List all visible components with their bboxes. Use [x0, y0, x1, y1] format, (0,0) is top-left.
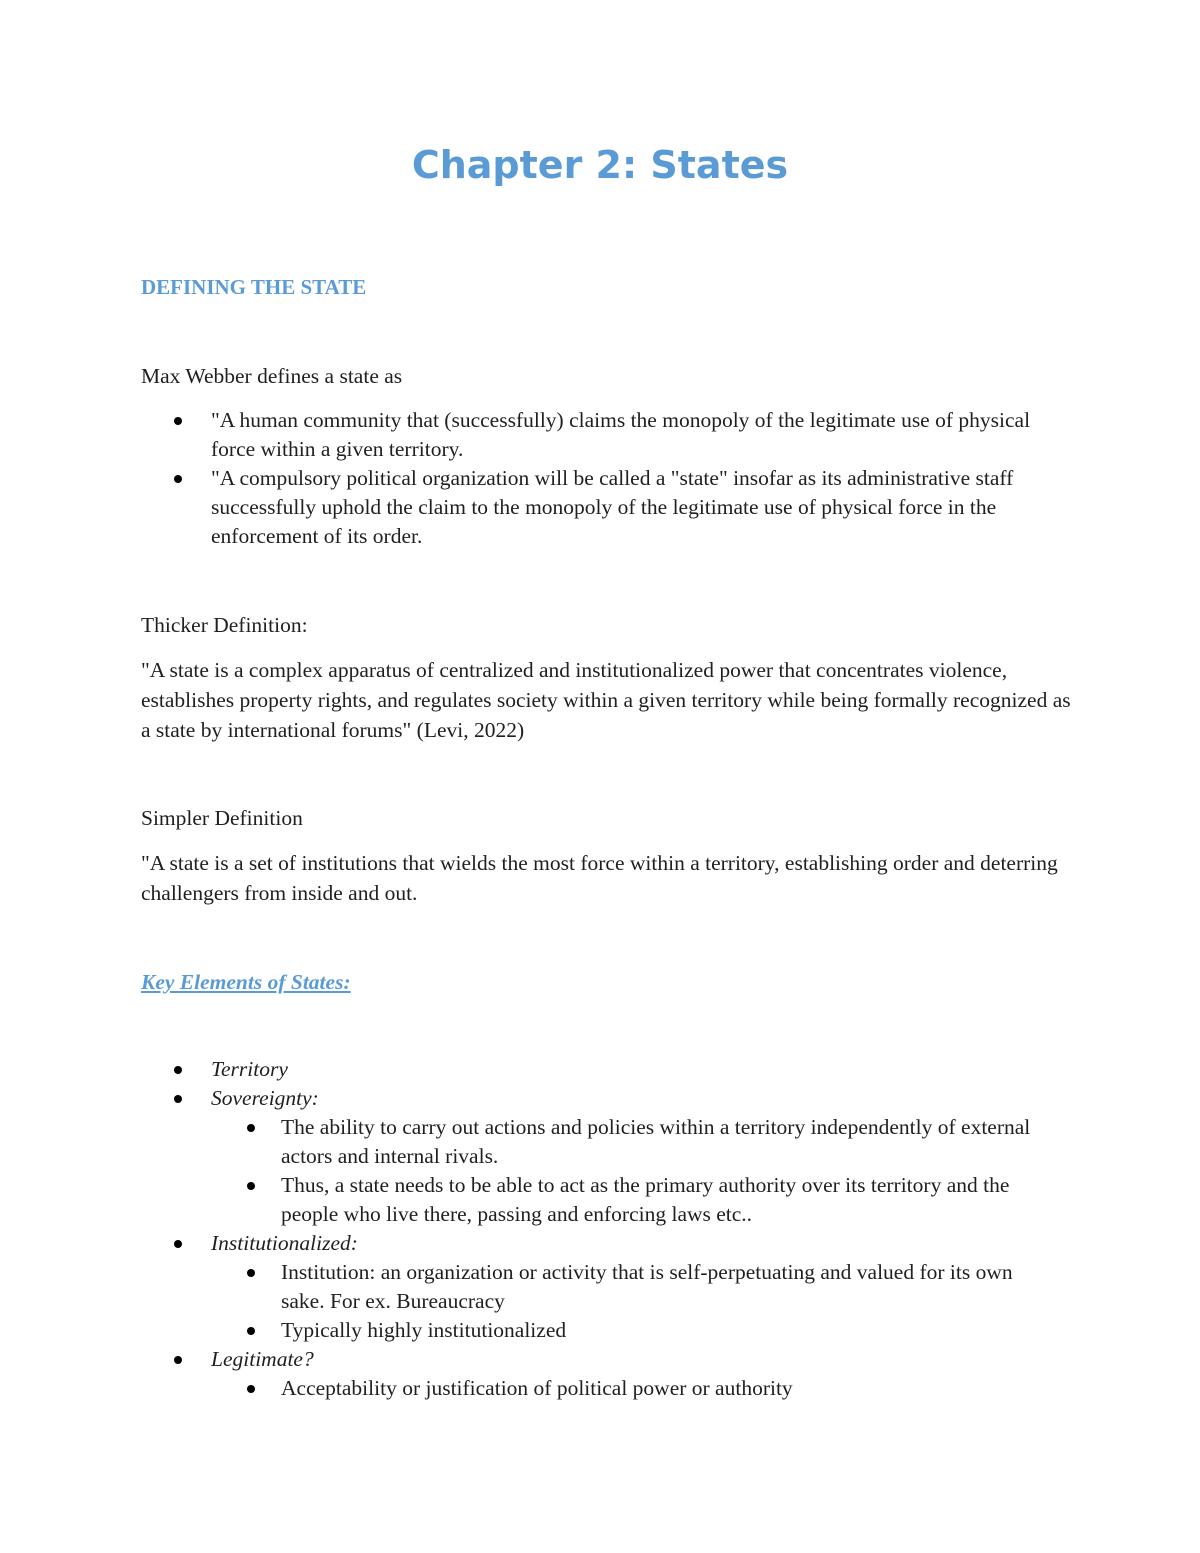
bullet-icon [247, 1327, 255, 1335]
list-item [211, 1374, 1061, 1403]
thicker-definition-label: Thicker Definition: [141, 613, 308, 637]
key-element-label: Sovereignty: [211, 1086, 319, 1110]
list-item [141, 1084, 1061, 1229]
webber-intro: Max Webber defines a state as [141, 364, 403, 388]
thicker-definition-text: "A state is a complex apparatus of centralized and institutionalized power that concentrates violence, establishes property rights, and regulates society within a given territory while being formally recognized as a state by international forums" (Levi, 2022) [141, 658, 1071, 742]
list-item [211, 1113, 1061, 1171]
bullet-icon [174, 1356, 182, 1364]
key-elements-list [141, 1055, 1061, 1403]
list-item [141, 1229, 1061, 1345]
key-elements-heading: Key Elements of States: [141, 970, 351, 994]
sub-list [211, 1374, 1061, 1403]
list-item [141, 406, 1061, 464]
page-title: Chapter 2: States [411, 143, 789, 187]
list-item [211, 1171, 1061, 1229]
simpler-definition-label: Simpler Definition [141, 806, 303, 830]
bullet-icon [247, 1385, 255, 1393]
bullet-icon [247, 1269, 255, 1277]
sub-item-text: The ability to carry out actions and policies within a territory independently of external actors and internal rivals. [281, 1115, 1031, 1168]
bullet-icon [247, 1182, 255, 1190]
key-element-label: Territory [211, 1057, 288, 1081]
list-item [211, 1316, 1061, 1345]
sub-list [211, 1258, 1061, 1345]
sub-item-text: Acceptability or justification of political power or authority [281, 1376, 793, 1400]
key-element-label: Institutionalized: [211, 1231, 358, 1255]
list-item [141, 1055, 1061, 1084]
bullet-icon [174, 1095, 182, 1103]
sub-item-text: Institution: an organization or activity that is self-perpetuating and valued for its own sake. For ex. Bureaucracy [281, 1260, 1013, 1313]
bullet-icon [174, 1240, 182, 1248]
list-item [141, 464, 1061, 551]
bullet-icon [174, 475, 182, 483]
webber-bullet-list [141, 406, 1061, 551]
webber-bullet-text: "A compulsory political organization will be called a "state" insofar as its administrative staff successfully uphold the claim to the monopoly of the legitimate use of physical force in the enforcement of its order. [211, 466, 1014, 548]
bullet-icon [174, 1066, 182, 1074]
bullet-icon [247, 1124, 255, 1132]
key-element-label: Legitimate? [211, 1347, 314, 1371]
sub-item-text: Thus, a state needs to be able to act as the primary authority over its territory and the people who live there, passing and enforcing laws etc.. [281, 1173, 1010, 1226]
sub-item-text: Typically highly institutionalized [281, 1318, 567, 1342]
list-item [211, 1258, 1061, 1316]
sub-list [211, 1113, 1061, 1229]
simpler-definition-text: "A state is a set of institutions that wields the most force within a territory, establishing order and deterring challengers from inside and out. [141, 851, 1058, 905]
section-heading-defining-state: DEFINING THE STATE [141, 275, 367, 299]
bullet-icon [174, 417, 182, 425]
list-item [141, 1345, 1061, 1403]
webber-bullet-text: "A human community that (successfully) claims the monopoly of the legitimate use of physical force within a given territory. [211, 408, 1031, 461]
